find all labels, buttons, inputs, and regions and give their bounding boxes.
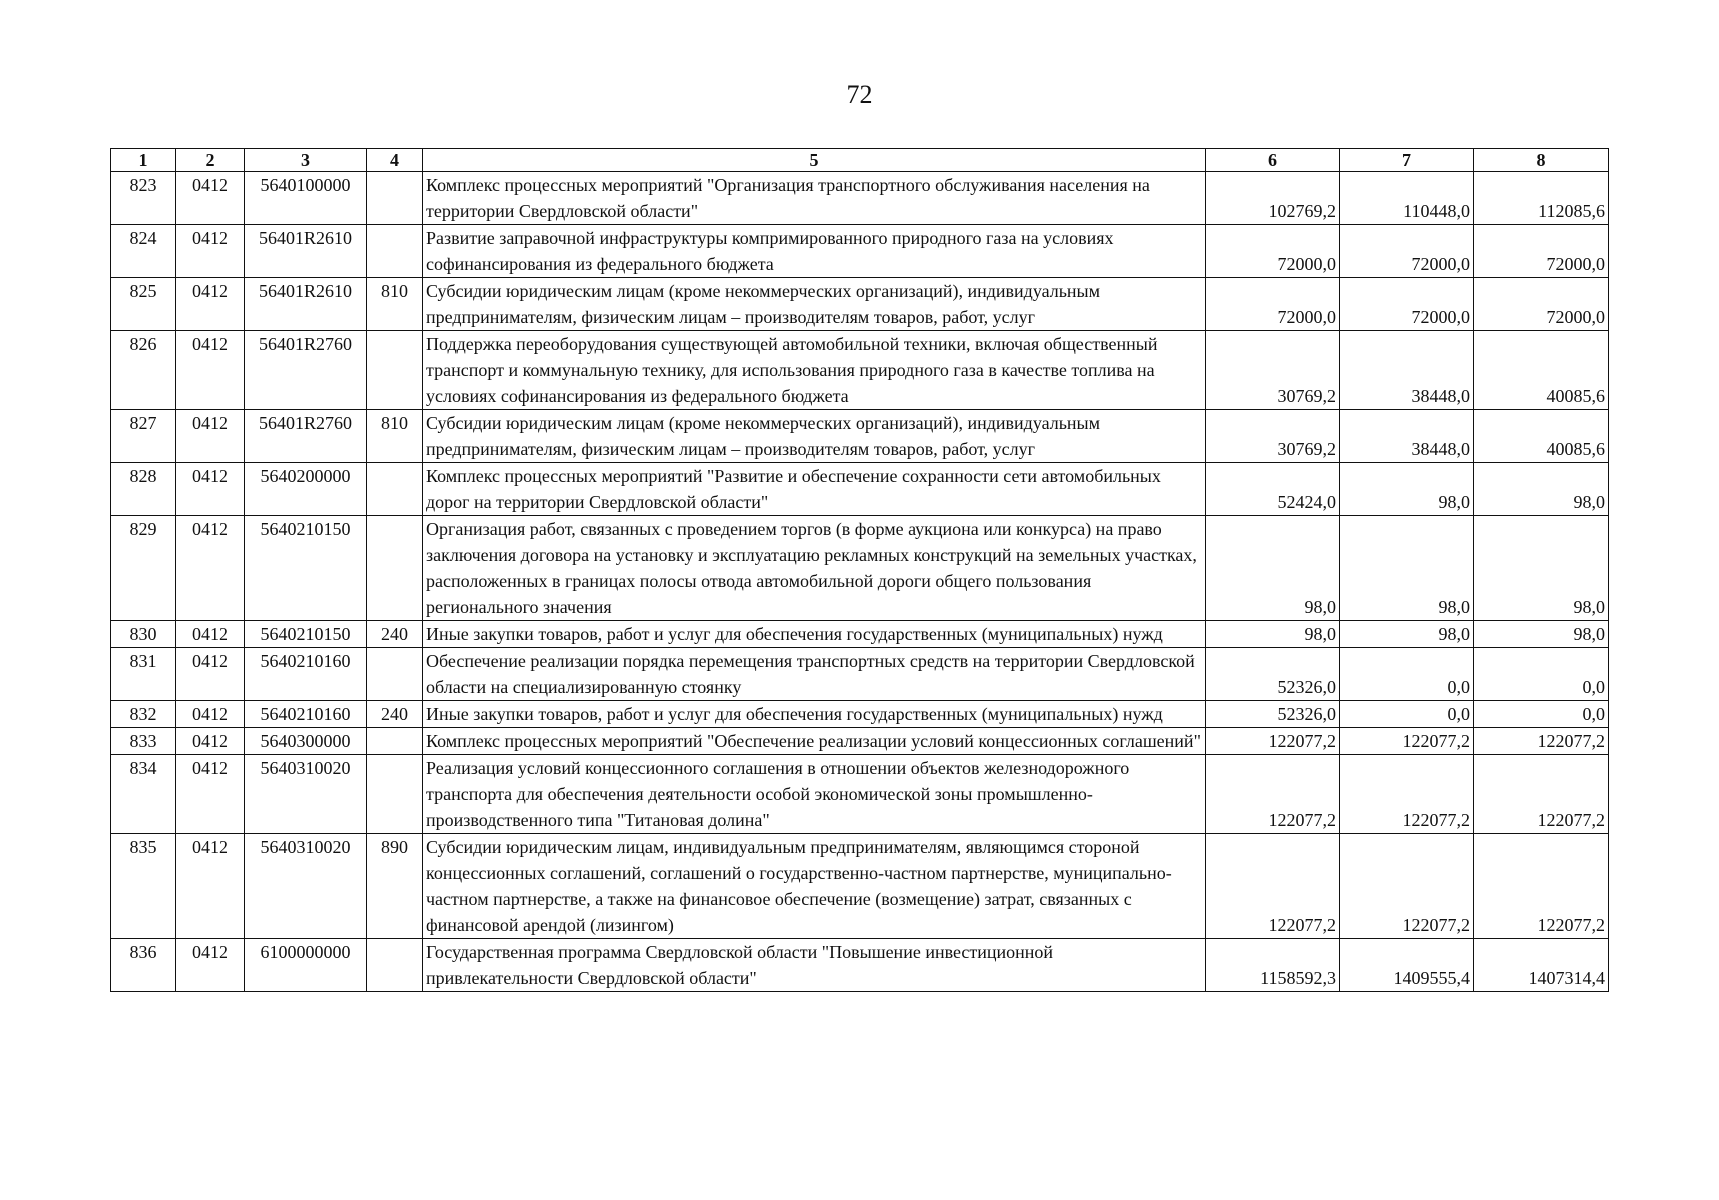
target-code: 5640300000 [245, 728, 367, 755]
target-code: 5640210160 [245, 648, 367, 701]
target-code: 5640210160 [245, 701, 367, 728]
amount-year-1: 52424,0 [1206, 463, 1340, 516]
column-header-2: 2 [176, 149, 245, 172]
expense-type [367, 648, 423, 701]
row-number: 825 [111, 278, 176, 331]
column-header-4: 4 [367, 149, 423, 172]
section-code: 0412 [176, 755, 245, 834]
section-code: 0412 [176, 621, 245, 648]
amount-year-3: 1407314,4 [1474, 939, 1609, 992]
table-row [111, 278, 1609, 331]
amount-year-3: 98,0 [1474, 463, 1609, 516]
table-row [111, 331, 1609, 410]
amount-year-1: 122077,2 [1206, 834, 1340, 939]
amount-year-1: 98,0 [1206, 516, 1340, 621]
table-row [111, 621, 1609, 648]
amount-year-2: 98,0 [1340, 516, 1474, 621]
table-row [111, 728, 1609, 755]
table-row [111, 516, 1609, 621]
column-header-8: 8 [1474, 149, 1609, 172]
expense-type [367, 728, 423, 755]
amount-year-2: 72000,0 [1340, 225, 1474, 278]
amount-year-3: 122077,2 [1474, 728, 1609, 755]
table-row [111, 225, 1609, 278]
amount-year-1: 98,0 [1206, 621, 1340, 648]
amount-year-3: 40085,6 [1474, 331, 1609, 410]
table-row [111, 834, 1609, 939]
row-number: 827 [111, 410, 176, 463]
column-header-7: 7 [1340, 149, 1474, 172]
description: Комплекс процессных мероприятий "Организация транспортного обслуживания населения на территории Свердловской области" [423, 172, 1206, 225]
target-code: 5640310020 [245, 755, 367, 834]
description: Обеспечение реализации порядка перемещения транспортных средств на территории Свердловской области на специализированную стоянку [423, 648, 1206, 701]
expense-type [367, 755, 423, 834]
row-number: 826 [111, 331, 176, 410]
description: Поддержка переоборудования существующей автомобильной техники, включая общественный транспорт и коммунальную технику, для использования природного газа в качестве топлива на условиях софинансирования из федерального бюджета [423, 331, 1206, 410]
section-code: 0412 [176, 172, 245, 225]
amount-year-2: 72000,0 [1340, 278, 1474, 331]
column-header-5: 5 [423, 149, 1206, 172]
description: Комплекс процессных мероприятий "Развитие и обеспечение сохранности сети автомобильных дорог на территории Свердловской области" [423, 463, 1206, 516]
amount-year-3: 72000,0 [1474, 225, 1609, 278]
row-number: 834 [111, 755, 176, 834]
column-header-1: 1 [111, 149, 176, 172]
expense-type [367, 225, 423, 278]
expense-type [367, 331, 423, 410]
amount-year-3: 112085,6 [1474, 172, 1609, 225]
row-number: 824 [111, 225, 176, 278]
amount-year-1: 30769,2 [1206, 331, 1340, 410]
section-code: 0412 [176, 701, 245, 728]
description: Субсидии юридическим лицам, индивидуальным предпринимателям, являющимся стороной концессионных соглашений, соглашений о государственно-частном партнерстве, муниципально-частном партнерстве, а также на финансовое обеспечение (возмещение) затрат, связанных с финансовой арендой (лизингом) [423, 834, 1206, 939]
amount-year-3: 0,0 [1474, 701, 1609, 728]
amount-year-1: 122077,2 [1206, 728, 1340, 755]
description: Субсидии юридическим лицам (кроме некоммерческих организаций), индивидуальным предпринимателям, физическим лицам – производителям товаров, работ, услуг [423, 410, 1206, 463]
section-code: 0412 [176, 278, 245, 331]
description: Реализация условий концессионного соглашения в отношении объектов железнодорожного транспорта для обеспечения деятельности особой экономической зоны промышленно-производственного типа "Титановая долина" [423, 755, 1206, 834]
target-code: 5640100000 [245, 172, 367, 225]
table-row [111, 939, 1609, 992]
amount-year-1: 102769,2 [1206, 172, 1340, 225]
description: Комплекс процессных мероприятий "Обеспечение реализации условий концессионных соглашений" [423, 728, 1206, 755]
target-code: 56401R2610 [245, 278, 367, 331]
table-row [111, 463, 1609, 516]
amount-year-3: 122077,2 [1474, 755, 1609, 834]
section-code: 0412 [176, 463, 245, 516]
target-code: 5640310020 [245, 834, 367, 939]
amount-year-2: 98,0 [1340, 463, 1474, 516]
row-number: 833 [111, 728, 176, 755]
target-code: 56401R2610 [245, 225, 367, 278]
section-code: 0412 [176, 516, 245, 621]
amount-year-2: 0,0 [1340, 701, 1474, 728]
description: Субсидии юридическим лицам (кроме некоммерческих организаций), индивидуальным предпринимателям, физическим лицам – производителям товаров, работ, услуг [423, 278, 1206, 331]
target-code: 5640210150 [245, 516, 367, 621]
amount-year-1: 72000,0 [1206, 225, 1340, 278]
section-code: 0412 [176, 410, 245, 463]
description: Иные закупки товаров, работ и услуг для обеспечения государственных (муниципальных) нужд [423, 701, 1206, 728]
table-row [111, 410, 1609, 463]
expense-type [367, 463, 423, 516]
row-number: 823 [111, 172, 176, 225]
target-code: 56401R2760 [245, 410, 367, 463]
description: Иные закупки товаров, работ и услуг для обеспечения государственных (муниципальных) нужд [423, 621, 1206, 648]
expense-type: 890 [367, 834, 423, 939]
description: Развитие заправочной инфраструктуры компримированного природного газа на условиях софинансирования из федерального бюджета [423, 225, 1206, 278]
header-row [111, 149, 1609, 172]
target-code: 6100000000 [245, 939, 367, 992]
amount-year-2: 1409555,4 [1340, 939, 1474, 992]
column-header-6: 6 [1206, 149, 1340, 172]
amount-year-1: 1158592,3 [1206, 939, 1340, 992]
amount-year-1: 72000,0 [1206, 278, 1340, 331]
amount-year-3: 122077,2 [1474, 834, 1609, 939]
description: Организация работ, связанных с проведением торгов (в форме аукциона или конкурса) на право заключения договора на установку и эксплуатацию рекламных конструкций на земельных участках, расположенных в границах полосы отвода автомобильной дороги общего пользования регионального значения [423, 516, 1206, 621]
amount-year-2: 122077,2 [1340, 755, 1474, 834]
amount-year-1: 122077,2 [1206, 755, 1340, 834]
section-code: 0412 [176, 331, 245, 410]
row-number: 828 [111, 463, 176, 516]
section-code: 0412 [176, 834, 245, 939]
expense-type: 240 [367, 701, 423, 728]
page-number: 72 [846, 80, 873, 109]
amount-year-2: 122077,2 [1340, 834, 1474, 939]
row-number: 832 [111, 701, 176, 728]
row-number: 829 [111, 516, 176, 621]
row-number: 830 [111, 621, 176, 648]
expense-type [367, 939, 423, 992]
amount-year-3: 0,0 [1474, 648, 1609, 701]
amount-year-1: 30769,2 [1206, 410, 1340, 463]
description: Государственная программа Свердловской области "Повышение инвестиционной привлекательности Свердловской области" [423, 939, 1206, 992]
amount-year-2: 38448,0 [1340, 331, 1474, 410]
amount-year-2: 38448,0 [1340, 410, 1474, 463]
amount-year-3: 98,0 [1474, 621, 1609, 648]
budget-table [110, 148, 1609, 992]
table-row [111, 701, 1609, 728]
table-row [111, 172, 1609, 225]
expense-type [367, 516, 423, 621]
table-row [111, 755, 1609, 834]
expense-type: 810 [367, 278, 423, 331]
amount-year-2: 122077,2 [1340, 728, 1474, 755]
amount-year-1: 52326,0 [1206, 648, 1340, 701]
amount-year-1: 52326,0 [1206, 701, 1340, 728]
target-code: 56401R2760 [245, 331, 367, 410]
amount-year-3: 72000,0 [1474, 278, 1609, 331]
expense-type: 810 [367, 410, 423, 463]
section-code: 0412 [176, 648, 245, 701]
column-header-3: 3 [245, 149, 367, 172]
section-code: 0412 [176, 728, 245, 755]
amount-year-3: 40085,6 [1474, 410, 1609, 463]
amount-year-3: 98,0 [1474, 516, 1609, 621]
row-number: 835 [111, 834, 176, 939]
expense-type [367, 172, 423, 225]
row-number: 831 [111, 648, 176, 701]
target-code: 5640200000 [245, 463, 367, 516]
table-row [111, 648, 1609, 701]
target-code: 5640210150 [245, 621, 367, 648]
amount-year-2: 98,0 [1340, 621, 1474, 648]
section-code: 0412 [176, 939, 245, 992]
row-number: 836 [111, 939, 176, 992]
amount-year-2: 0,0 [1340, 648, 1474, 701]
amount-year-2: 110448,0 [1340, 172, 1474, 225]
section-code: 0412 [176, 225, 245, 278]
expense-type: 240 [367, 621, 423, 648]
